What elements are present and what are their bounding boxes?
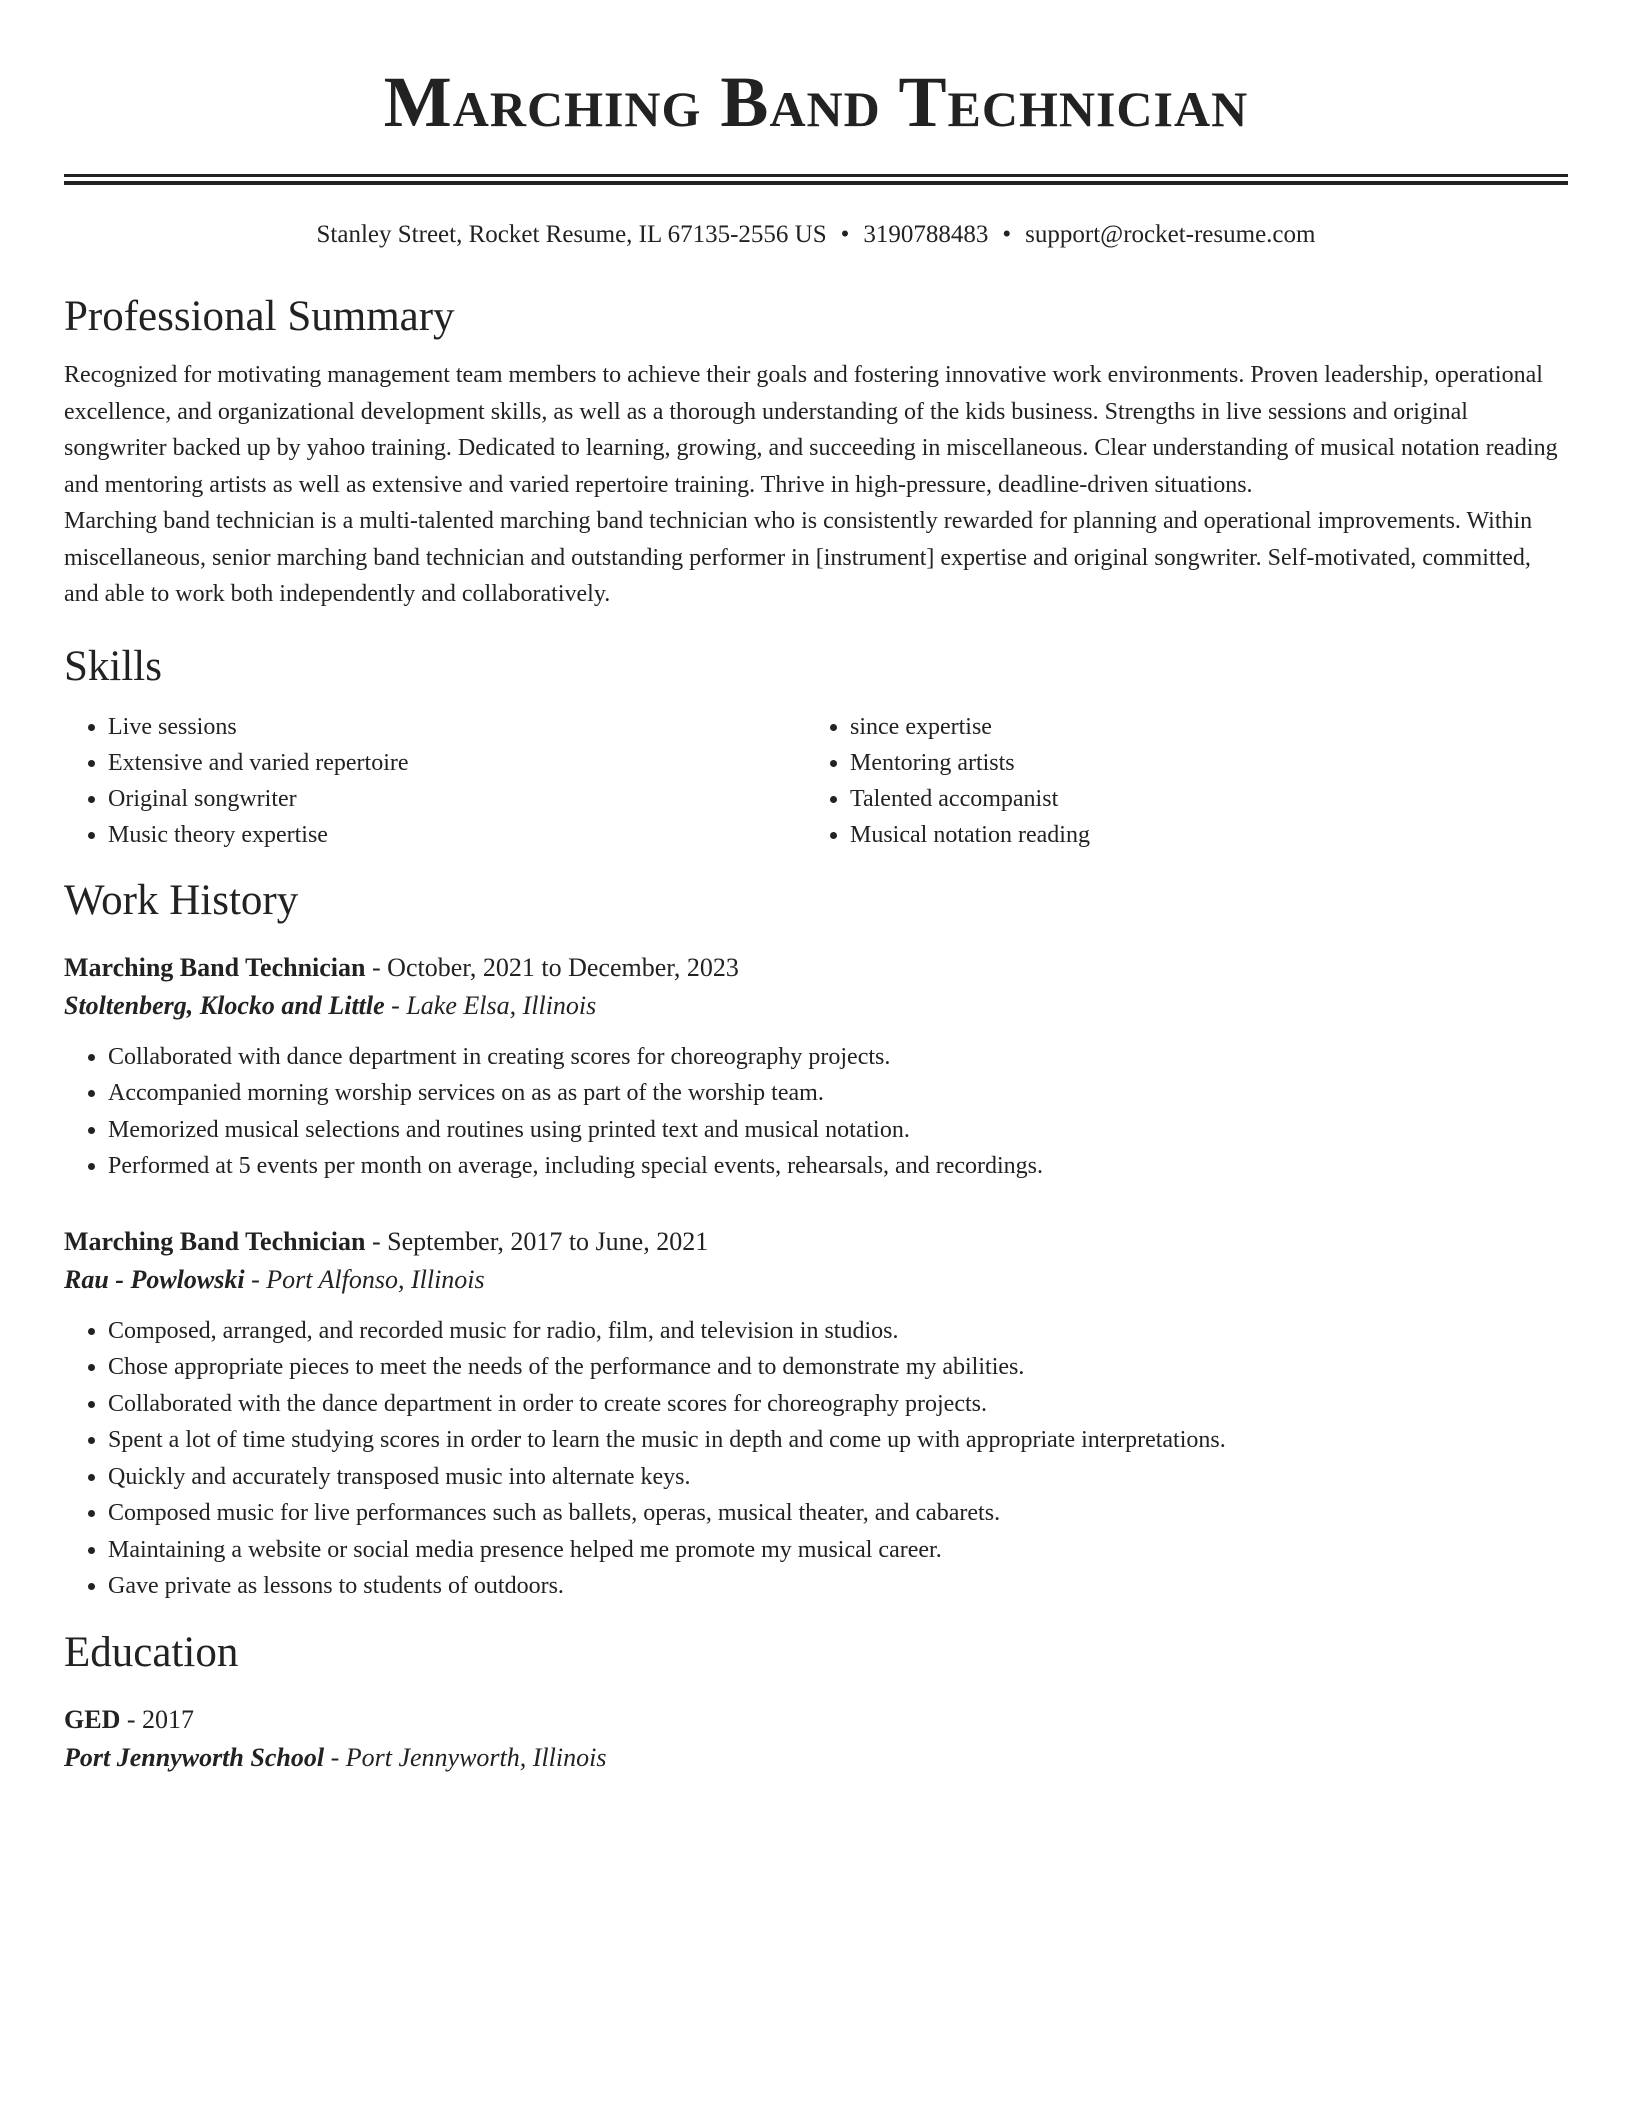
summary-paragraph: Recognized for motivating management team members to achieve their goals and fostering innovative work environments. Proven leadership, operational excellence, and organizational development skills, as well as a thorough understanding of the kids business. Strengths in live sessions and original songwriter backed up by yahoo training. Dedicated to learning, growing, and succeeding in miscellaneous. Clear understanding of musical notation reading and mentoring artists as well as extensive and varied repertoire training. Thrive in high-pressure, deadline-driven situations. xyxy=(64,362,1558,498)
job-role: Marching Band Technician xyxy=(64,1226,366,1256)
job-bullets xyxy=(64,1313,1568,1605)
job-bullet: • Performed at 5 events per month on average, including special events, rehearsals, and recordings. xyxy=(108,1148,1568,1185)
contact-phone: 3190788483 xyxy=(863,221,989,248)
skills-list xyxy=(64,709,1568,853)
job-company: Rau - Powlowski xyxy=(64,1264,245,1294)
job-location: Port Alfonso, Illinois xyxy=(266,1264,485,1294)
education-year: 2017 xyxy=(142,1704,195,1734)
resume-name: Marching Band Technician xyxy=(383,62,1249,142)
contact-separator: • xyxy=(1002,221,1012,248)
section-title-summary: Professional Summary xyxy=(64,293,455,340)
job-dates: September, 2017 to June, 2021 xyxy=(387,1226,709,1256)
summary-paragraph: Marching band technician is a multi-talented marching band technician who is consistently rewarded for planning and operational improvements. Within miscellaneous, senior marching band technician and outstanding performer in [instrument] expertise and original songwriter. Self-motivated, committed, and able to work both independently and collaboratively. xyxy=(64,508,1533,607)
job-entry xyxy=(64,1223,1568,1605)
job-bullet: • Composed, arranged, and recorded music for radio, film, and television in studios. xyxy=(108,1313,1568,1350)
education-dash: - xyxy=(120,1704,143,1734)
job-title-line xyxy=(64,949,1568,987)
contact-separator: • xyxy=(840,221,850,248)
job-bullet: • Accompanied morning worship services on as as part of the worship team. xyxy=(108,1075,1568,1112)
skills-column-right xyxy=(806,709,1090,853)
skill-item: • Mentoring artists xyxy=(850,745,1090,781)
job-company-line xyxy=(64,1261,1568,1299)
job-bullet: • Maintaining a website or social media presence helped me promote my musical career. xyxy=(108,1532,1568,1569)
section-title-work-history: Work History xyxy=(64,876,299,924)
skill-item: • Live sessions xyxy=(108,709,806,745)
contact-line xyxy=(64,219,1568,251)
job-bullet: • Gave private as lessons to students of outdoors. xyxy=(108,1568,1568,1605)
skill-item: • Original songwriter xyxy=(108,781,806,817)
job-bullet: • Spent a lot of time studying scores in order to learn the music in depth and come up with appropriate interpretations. xyxy=(108,1422,1568,1459)
job-bullet: • Chose appropriate pieces to meet the needs of the performance and to demonstrate my abilities. xyxy=(108,1349,1568,1386)
section-title-education: Education xyxy=(64,1628,239,1676)
education-school-line xyxy=(64,1739,1568,1777)
job-company: Stoltenberg, Klocko and Little xyxy=(64,990,385,1020)
job-bullet: • Collaborated with the dance department in order to create scores for choreography projects. xyxy=(108,1386,1568,1423)
header-double-rule xyxy=(64,174,1568,185)
job-bullet: • Memorized musical selections and routines using printed text and musical notation. xyxy=(108,1112,1568,1149)
education-school: Port Jennyworth School xyxy=(64,1742,325,1772)
education-location: Port Jennyworth, Illinois xyxy=(345,1742,607,1772)
skills-column-left xyxy=(64,709,806,853)
job-dash: - xyxy=(365,1226,388,1256)
skill-item: • Music theory expertise xyxy=(108,817,806,853)
job-dash: - xyxy=(244,1264,267,1294)
education-degree: GED xyxy=(64,1704,121,1734)
job-entry xyxy=(64,949,1568,1185)
job-bullets xyxy=(64,1039,1568,1185)
skill-item: • Musical notation reading xyxy=(850,817,1090,853)
skill-item: • since expertise xyxy=(850,709,1090,745)
skill-item: • Extensive and varied repertoire xyxy=(108,745,806,781)
job-title-line xyxy=(64,1223,1568,1261)
education-dash: - xyxy=(324,1742,346,1772)
job-company-line xyxy=(64,987,1568,1025)
education-degree-line xyxy=(64,1701,1568,1739)
job-dash: - xyxy=(384,990,407,1020)
job-bullet: • Composed music for live performances such as ballets, operas, musical theater, and cabarets. xyxy=(108,1495,1568,1532)
summary-body xyxy=(64,357,1568,613)
skill-item: • Talented accompanist xyxy=(850,781,1090,817)
education-entry xyxy=(64,1701,1568,1777)
contact-email: support@rocket-resume.com xyxy=(1025,221,1316,248)
job-role: Marching Band Technician xyxy=(64,952,366,982)
section-title-skills: Skills xyxy=(64,642,162,690)
job-bullet: • Collaborated with dance department in creating scores for choreography projects. xyxy=(108,1039,1568,1076)
contact-address: Stanley Street, Rocket Resume, IL 67135-2556 US xyxy=(316,221,827,248)
job-dash: - xyxy=(365,952,388,982)
job-bullet: • Quickly and accurately transposed music into alternate keys. xyxy=(108,1459,1568,1496)
job-dates: October, 2021 to December, 2023 xyxy=(387,952,739,982)
job-location: Lake Elsa, Illinois xyxy=(406,990,597,1020)
